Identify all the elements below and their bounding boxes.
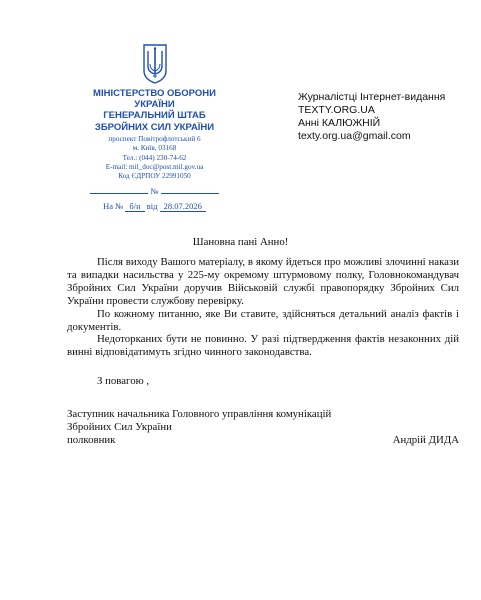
trident-coat-of-arms-icon xyxy=(142,44,168,84)
phone: Тел.: (044) 230-74-62 xyxy=(122,153,187,162)
reply-number: б/н xyxy=(125,201,144,212)
letter-body xyxy=(67,256,459,359)
body-paragraph: По кожному питанню, яке Ви ставите, здійсняться детальний аналіз фактів і документів. xyxy=(67,307,459,333)
greeting: Шановна пані Анно! xyxy=(192,236,289,248)
signature-block xyxy=(67,408,459,447)
reply-label-na: На № xyxy=(103,200,124,211)
reply-label-vid: від xyxy=(146,200,158,211)
ministry-line: ГЕНЕРАЛЬНИЙ ШТАБ xyxy=(103,110,206,122)
address-street: проспект Повітрофлотський 6 xyxy=(108,134,201,143)
recipient-block xyxy=(298,91,445,143)
recipient-title: Журналістці Інтернет-видання xyxy=(298,91,446,103)
number-label: № xyxy=(150,185,159,196)
recipient-email: texty.org.ua@gmail.com xyxy=(298,130,411,142)
closing: З повагою , xyxy=(97,375,150,387)
reply-reference-line xyxy=(72,201,237,212)
contact-block xyxy=(72,135,237,182)
signatory-name: Андрій ДИДА xyxy=(392,434,459,446)
outgoing-number-line xyxy=(72,186,237,196)
signature-row xyxy=(67,434,459,447)
ministry-line: МІНІСТЕРСТВО ОБОРОНИ xyxy=(93,88,216,99)
recipient-outlet: TEXTY.ORG.UA xyxy=(298,104,375,116)
signatory-position-org: Збройних Сил України xyxy=(67,421,172,433)
edrpou-code: Код ЄДРПОУ 22991050 xyxy=(118,172,191,181)
ministry-line: УКРАЇНИ xyxy=(134,99,175,111)
email: E-mail: mil_doc@post.mil.gov.ua xyxy=(105,163,204,172)
reply-date: 28.07.2026 xyxy=(160,201,206,212)
body-paragraph: Після виходу Вашого матеріалу, в якому йдеться про можливі злочинні накази та випадки насильства у 225-му окремому штурмовому полку, Головнокомандувач Збройних Сил України доручив Військовій службі правопорядку Збройних Сил України провести службову перевірку. xyxy=(67,256,459,307)
signatory-rank: полковник xyxy=(67,434,116,446)
ministry-name xyxy=(72,88,237,133)
address-city: м. Київ, 03168 xyxy=(132,144,177,153)
signatory-position: Заступник начальника Головного управління комунікацій xyxy=(67,408,332,420)
ministry-line: ЗБРОЙНИХ СИЛ УКРАЇНИ xyxy=(94,121,215,133)
letterhead xyxy=(72,44,237,212)
recipient-name: Анні КАЛЮЖНІЙ xyxy=(298,117,381,129)
body-paragraph: Недоторканих бути не повинно. У разі підтвердження фактів незаконних дій винні відповідатимуть згідно чинного законодавства. xyxy=(67,333,459,359)
